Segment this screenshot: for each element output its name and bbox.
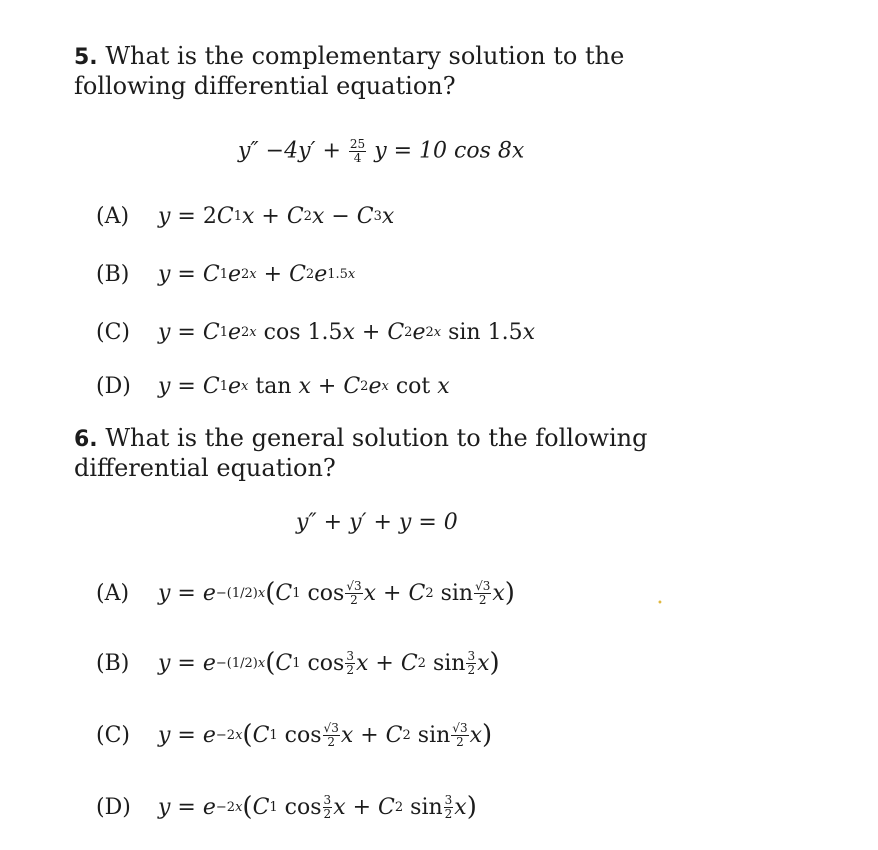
choice-label: (C) [96,320,130,345]
question-6-choice-b[interactable]: (B) y = e −(1/2)x ( C 1 cos $\frac{3}{2}$ x + C 2 sin $\frac{3}{2}$ x ) [96,648,500,678]
choice-label: (A) [96,580,130,606]
question-6-choice-d[interactable]: (D) y = e −2x ( C 1 cos $\frac{3}{2}$ x + C 2 sin $\frac{3}{2}$ x ) [96,792,477,822]
question-6-choice-c[interactable]: (C) y = e −2x ( C 1 cos $\frac{√3}{2}$ x + C 2 sin $\frac{√3}{2}$ x ) [96,720,493,750]
stray-dot-icon: • [657,598,663,609]
choice-label: (C) [96,722,130,748]
question-5-choice-c[interactable]: (C) y = C 1 e 2x cos 1.5 x + C 2 e 2x sin 1.5 x [96,320,535,345]
question-5-number: 5. [74,45,98,70]
question-6-choice-a[interactable]: (A) y = e −(1/2)x ( C 1 cos $\frac{√3}{2}$ x + C 2 sin $\frac{√3}{2}$ x ) [96,578,515,608]
question-5-choice-d[interactable]: (D) y = C 1 e x tan x + C 2 e x cot x [96,374,450,399]
question-5-equation-rhs: y = 10 cos 8x [374,138,525,164]
question-6-number: 6. [74,427,98,452]
choice-label: (D) [96,374,131,399]
question-5-choice-a[interactable]: (A) y = 2 C 1 x + C 2 x − C 3 x [96,204,395,229]
question-5-equation-fraction: $\frac{25}{4}$ [349,137,366,165]
question-6-text [74,424,714,482]
question-5-text [74,42,714,100]
question-5-choice-b[interactable]: (B) y = C 1 e 2x + C 2 e 1.5x [96,262,356,287]
choice-label: (B) [96,262,130,287]
question-5-prompt: What is the complementary solution to the following differential equation? [74,42,625,100]
question-6-equation: y″ + y′ + y = 0 [296,510,458,535]
question-5-equation [238,138,524,165]
question-5-equation-lhs: y″ −4y′ + [238,138,341,164]
question-6-prompt: What is the general solution to the following differential equation? [74,424,648,482]
choice-label: (A) [96,204,130,229]
choice-label: (B) [96,650,130,676]
choice-label: (D) [96,794,131,820]
